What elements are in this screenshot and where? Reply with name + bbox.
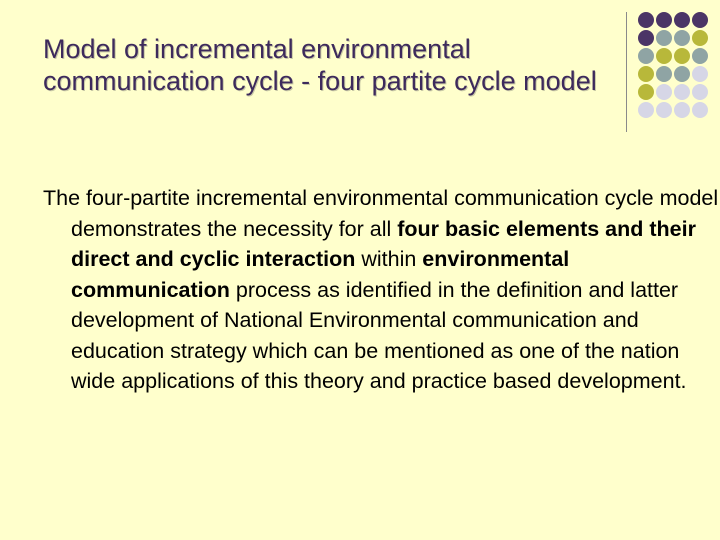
- body-text-segment: The four-partite incremental environmental communication cycle model demonstrates the necessity for all: [43, 186, 719, 241]
- body-bold-segment: four basic elements and their direct and cyclic interaction: [71, 216, 696, 271]
- decorative-dot: [674, 66, 690, 82]
- body-text-segment: process as identified in the definition and latter development of National Environmental communication and education strategy which can be mentioned as one of the nation wide applications of this theory and practice based development.: [71, 277, 687, 393]
- decorative-dot: [674, 102, 690, 118]
- decorative-dot: [656, 66, 672, 82]
- decorative-dot: [674, 12, 690, 28]
- decorative-dot: [674, 84, 690, 100]
- decorative-dot: [692, 48, 708, 64]
- decorative-dot: [692, 102, 708, 118]
- decorative-dot: [692, 30, 708, 46]
- decorative-dot: [638, 30, 654, 46]
- decorative-dot: [638, 84, 654, 100]
- decorative-dot: [638, 48, 654, 64]
- decorative-dot: [674, 48, 690, 64]
- body-bold-segment: environmental communication: [71, 247, 570, 302]
- slide-title: Model of incremental environmental communication cycle - four partite cycle model: [43, 34, 597, 96]
- decorative-dot: [638, 66, 654, 82]
- decorative-dot: [656, 48, 672, 64]
- decorative-dot: [692, 12, 708, 28]
- decorative-dot: [656, 102, 672, 118]
- decorative-dot: [692, 84, 708, 100]
- decorative-dot: [656, 12, 672, 28]
- decorative-dot: [656, 84, 672, 100]
- decorative-dot: [674, 30, 690, 46]
- decorative-dot: [638, 102, 654, 118]
- decorative-dot: [656, 30, 672, 46]
- slide-body-text: [43, 183, 720, 397]
- body-text-segment: within: [355, 247, 423, 271]
- decorative-dot: [692, 66, 708, 82]
- vertical-divider: [626, 12, 627, 132]
- decorative-dot-grid: [636, 8, 720, 148]
- decorative-dot: [638, 12, 654, 28]
